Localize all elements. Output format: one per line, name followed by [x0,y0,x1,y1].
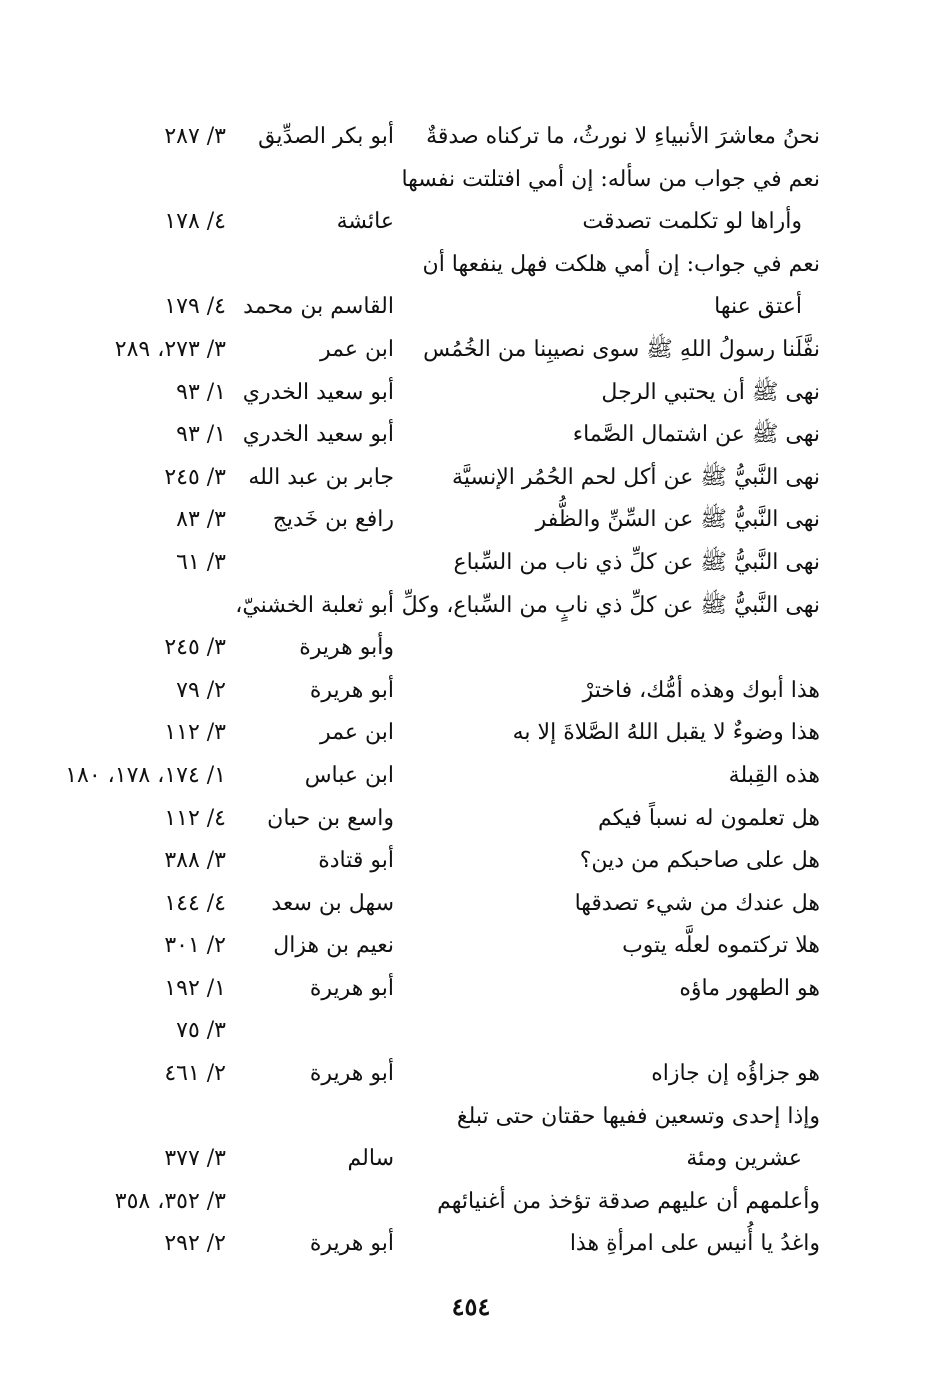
volume-page-reference: ٣/ ٢٧٣، ٢٨٩ [114,336,226,362]
index-row [0,712,942,755]
index-row [0,1053,942,1096]
volume-page-reference: ٢/ ٢٩٢ [164,1231,226,1257]
volume-page-reference: ٤/ ١٧٩ [164,294,226,320]
hadith-text [420,1010,820,1053]
hadith-text: عشرين ومئة [686,1146,802,1172]
hadith-text: هلا تركتموه لعلَّه يتوب [622,933,820,959]
volume-page-reference: ٢/ ٣٠١ [164,933,226,959]
hadith-text: هل عندك من شيء تصدقها [574,890,820,916]
index-row [0,925,942,968]
hadith-index-table [0,116,942,1266]
narrator-name: أبو قتادة [318,848,394,874]
index-row [0,968,942,1011]
index-row [0,116,942,159]
hadith-text: هذا وضوءٌ لا يقبل اللهُ الصَّلاةَ إلا به [512,720,820,746]
hadith-text: واغدُ يا أُنيس على امرأةِ هذا [569,1231,820,1257]
index-row [0,286,942,329]
volume-page-reference: ١/ ٩٣ [176,379,226,405]
hadith-text: هذا أبوك وهذه أمُّك، فاخترْ [582,677,820,703]
volume-page-reference: ٤/ ١١٢ [164,805,226,831]
hadith-text: نهى النَّبيُّ ﷺ عن أكل لحم الحُمُر الإنسيَّة [452,464,820,490]
narrator-name: رافع بن خَديج [272,507,394,533]
volume-page-reference [100,1096,226,1139]
hadith-text: هل على صاحبكم من دين؟ [579,848,820,874]
narrator-name: ابن عباس [304,762,394,788]
hadith-text: نفَّلَنا رسولُ اللهِ ﷺ سوى نصيبِنا من الخُمُس [423,336,820,362]
index-row [0,1181,942,1224]
narrator-name: أبو ثعلبة الخشنيّ، [235,592,394,618]
volume-page-reference: ٣/ ٣٨٨ [164,848,226,874]
index-row [0,542,942,585]
hadith-text: أعتق عنها [714,294,802,320]
narrator-name: أبو بكر الصدِّيق [258,124,394,149]
hadith-text: نهى ﷺ أن يحتبي الرجل [601,379,820,405]
index-row [0,1010,942,1053]
volume-page-reference: ٢/ ٧٩ [176,677,226,703]
volume-page-reference: ٣/ ٦١ [176,549,226,575]
index-row [0,159,942,202]
index-row [0,372,942,415]
narrator-name: أبو هريرة [309,1231,394,1257]
index-row [0,755,942,798]
index-row [0,244,942,287]
hadith-text: هذه القِبلة [728,762,820,788]
hadith-text: نهى النَّبيُّ ﷺ عن السِّنِّ والظُّفر [535,507,820,533]
volume-page-reference: ٣/ ٨٣ [176,507,226,533]
volume-page-reference: ٤/ ١٤٤ [164,890,226,916]
index-row [0,414,942,457]
index-row [0,627,942,670]
index-row [0,329,942,372]
volume-page-reference [100,244,226,287]
narrator-name: عائشة [336,209,394,235]
hadith-text: وأعلمهم أن عليهم صدقة تؤخذ من أغنيائهم [437,1188,820,1214]
narrator-name: جابر بن عبد الله [248,464,394,490]
index-row [0,798,942,841]
narrator-name: أبو سعيد الخدري [242,379,394,405]
narrator-name: ابن عمر [320,336,394,362]
volume-page-reference: ٣/ ٢٤٥ [164,635,226,661]
volume-page-reference [100,585,226,628]
hadith-text [420,627,820,670]
index-row [0,1223,942,1266]
narrator-name [204,1010,394,1053]
hadith-text: هو جزاؤُه إن جازاه [651,1061,820,1087]
volume-page-reference: ٣/ ٢٤٥ [164,464,226,490]
hadith-text: نهى النَّبيُّ ﷺ عن كلِّ ذي نابٍ من السِّباع، وكلِّ [401,592,820,618]
index-row [0,670,942,713]
volume-page-reference: ١/ ٩٣ [176,422,226,448]
narrator-name: أبو هريرة [309,975,394,1001]
hadith-text: هل تعلمون له نسباً فيكم [597,805,820,831]
volume-page-reference: ٣/ ٣٧٧ [164,1146,226,1172]
index-row [0,201,942,244]
hadith-text: نهى النَّبيُّ ﷺ عن كلِّ ذي ناب من السِّباع [453,549,820,575]
narrator-name: أبو هريرة [309,677,394,703]
page-number: ٤٥٤ [451,1292,491,1321]
narrator-name: سهل بن سعد [271,890,394,916]
volume-page-reference: ٢/ ٤٦١ [164,1061,226,1087]
hadith-text: هو الطهور ماؤه [679,975,820,1001]
volume-page-reference: ٣/ ١١٢ [164,720,226,746]
index-row [0,1138,942,1181]
index-row [0,840,942,883]
volume-page-reference [100,159,226,202]
volume-page-reference: ١/ ١٧٤، ١٧٨، ١٨٠ [65,762,226,788]
narrator-name [204,244,394,287]
narrator-name: سالم [347,1146,394,1172]
narrator-name [204,159,394,202]
volume-page-reference: ١/ ١٩٢ [164,975,226,1001]
narrator-name: ابن عمر [320,720,394,746]
narrator-name [204,1096,394,1139]
hadith-text: وأراها لو تكلمت تصدقت [582,209,802,235]
volume-page-reference: ٣/ ٣٥٢، ٣٥٨ [114,1188,226,1214]
volume-page-reference: ٣/ ٢٨٧ [164,124,226,149]
hadith-text: نعم في جواب من سأله: إن أمي افتلتت نفسها [401,166,820,192]
index-row [0,883,942,926]
index-row [0,1096,942,1139]
index-row [0,457,942,500]
index-row [0,585,942,628]
volume-page-reference: ٣/ ٧٥ [176,1018,226,1044]
narrator-name: أبو سعيد الخدري [242,422,394,448]
hadith-text: نهى ﷺ عن اشتمال الصَّماء [572,422,820,448]
narrator-name: واسع بن حبان [267,805,394,831]
narrator-name: نعيم بن هزال [273,933,394,959]
hadith-text: نحنُ معاشرَ الأنبياءِ لا نورثُ، ما تركناه صدقةٌ [426,124,820,149]
hadith-text: نعم في جواب: إن أمي هلكت فهل ينفعها أن [422,251,820,277]
narrator-name: القاسم بن محمد [243,294,394,320]
narrator-name: وأبو هريرة [299,635,394,661]
index-row [0,499,942,542]
narrator-name: أبو هريرة [309,1061,394,1087]
narrator-name [204,1181,394,1224]
volume-page-reference: ٤/ ١٧٨ [164,209,226,235]
hadith-text: وإذا إحدى وتسعين ففيها حقتان حتى تبلغ [456,1103,820,1129]
narrator-name [204,542,394,585]
